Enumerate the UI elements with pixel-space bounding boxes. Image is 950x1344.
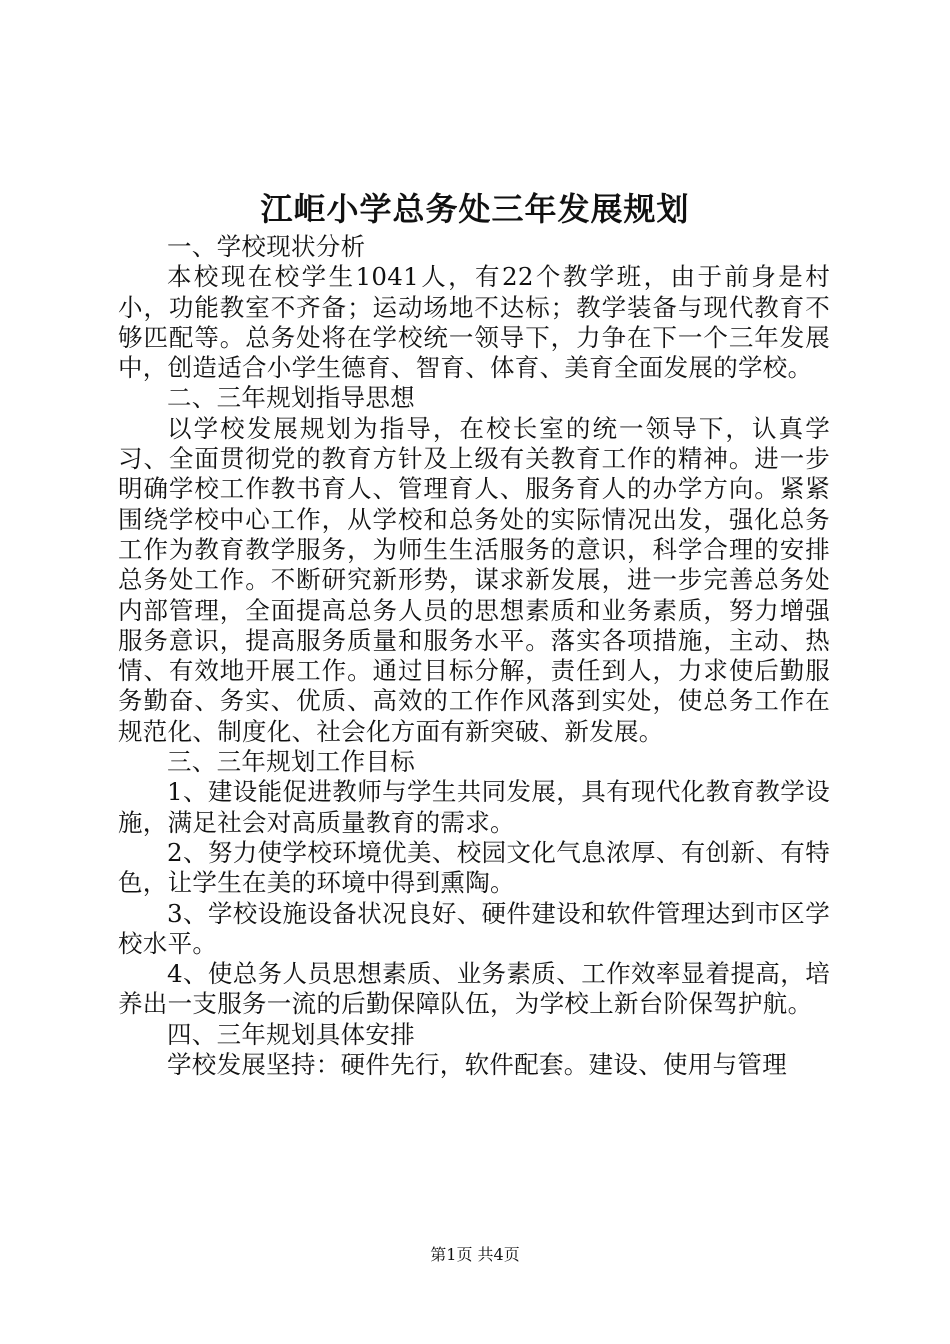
paragraph-status: 本校现在校学生1041人，有22个教学班，由于前身是村小，功能教室不齐备；运动场地不达标；教学装备与现代教育不够匹配等。总务处将在学校统一领导下，力争在下一个三年发展中，创造适合小学生德育、智育、体育、美育全面发展的学校。 xyxy=(118,262,830,383)
goal-item-4: 4、使总务人员思想素质、业务素质、工作效率显着提高，培养出一支服务一流的后勤保障队伍，为学校上新台阶保驾护航。 xyxy=(118,959,830,1019)
goal-item-2: 2、努力使学校环境优美、校园文化气息浓厚、有创新、有特色，让学生在美的环境中得到熏陶。 xyxy=(118,837,830,898)
paragraph-arrangement: 学校发展坚持：硬件先行，软件配套。建设、使用与管理 xyxy=(167,1050,787,1080)
document-body xyxy=(118,232,830,1080)
section-heading-2: 二、三年规划指导思想 xyxy=(167,383,415,413)
section-heading-3: 三、三年规划工作目标 xyxy=(167,747,415,777)
section-heading-4: 四、三年规划具体安排 xyxy=(167,1019,415,1049)
document-title: 江岠小学总务处三年发展规划 xyxy=(260,190,690,228)
page-footer: 第1页 共4页 xyxy=(430,1245,520,1264)
goal-item-1: 1、建设能促进教师与学生共同发展，具有现代化教育教学设施，满足社会对高质量教育的需求。 xyxy=(118,777,830,837)
goal-item-3: 3、学校设施设备状况良好、硬件建设和软件管理达到市区学校水平。 xyxy=(118,898,830,958)
paragraph-guiding-thought: 以学校发展规划为指导，在校长室的统一领导下，认真学习、全面贯彻党的教育方针及上级有关教育工作的精神。进一步明确学校工作教书育人、管理育人、服务育人的办学方向。紧紧围绕学校中心工作，从学校和总务处的实际情况出发，强化总务工作为教育教学服务，为师生生活服务的意识，科学合理的安排总务处工作。不断研究新形势，谋求新发展，进一步完善总务处内部管理，全面提高总务人员的思想素质和业务素质，努力增强服务意识，提高服务质量和服务水平。落实各项措施，主动、热情、有效地开展工作。通过目标分解，责任到人，力求使后勤服务勤奋、务实、优质、高效的工作作风落到实处，使总务工作在规范化、制度化、社会化方面有新突破、新发展。 xyxy=(118,413,830,746)
section-heading-1: 一、学校现状分析 xyxy=(167,232,366,261)
